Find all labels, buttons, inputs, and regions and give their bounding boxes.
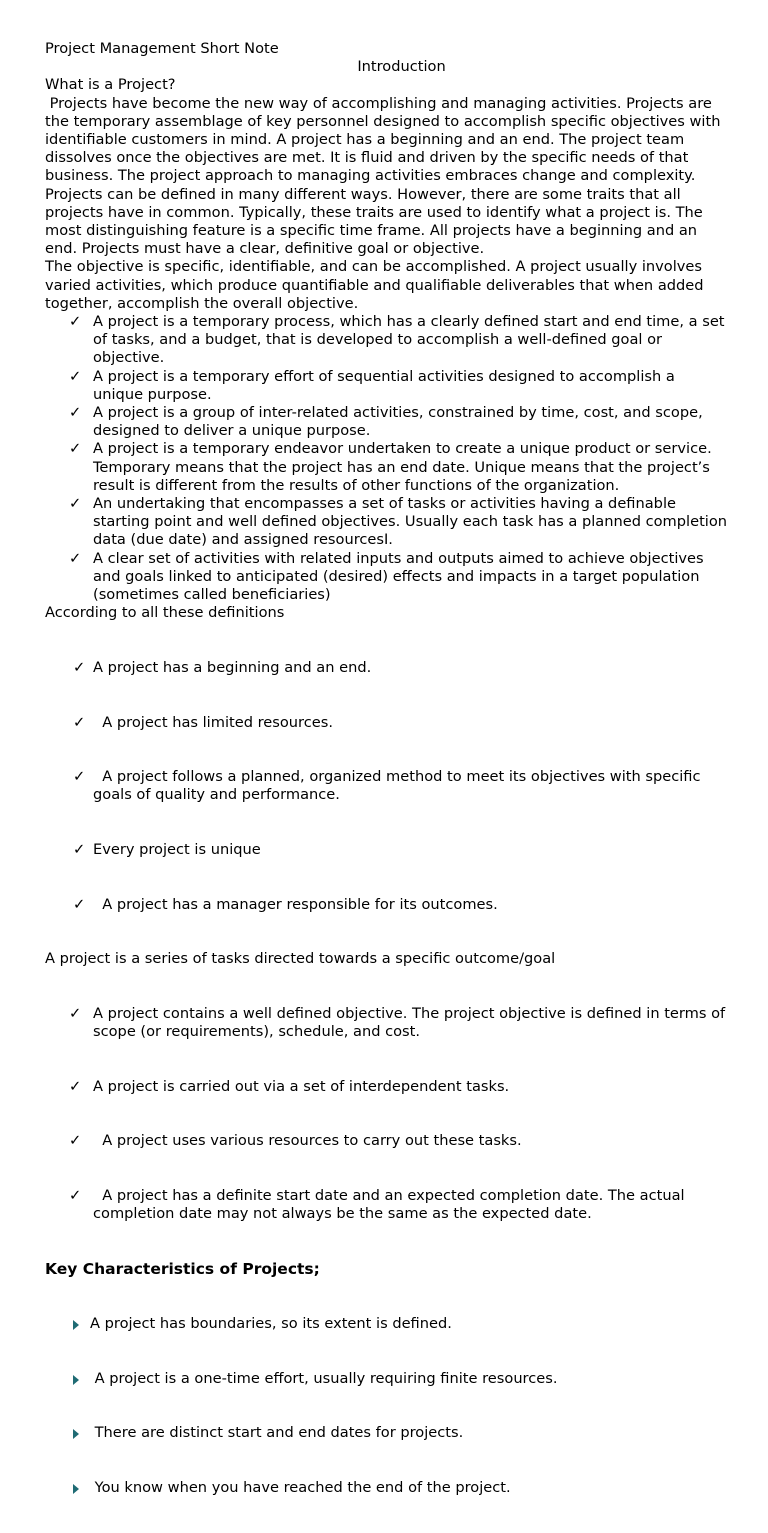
list-item: ✓ An undertaking that encompasses a set of tasks or activities having a definable starting point and well defined objectives. Usually each task has a planned completion data (due date) and assigned resourcesI. — [69, 495, 728, 549]
list-item: You know when you have reached the end of the project. — [45, 1479, 728, 1497]
checkmark-icon: ✓ — [69, 440, 82, 458]
list-item: ✓ A project is carried out via a set of interdependent tasks. — [69, 1077, 510, 1095]
checkmark-icon: ✓ — [69, 404, 82, 422]
checkmark-icon: ✓ — [69, 495, 82, 513]
checkmark-icon: ✓ — [69, 1077, 82, 1095]
list-item: A project is a one-time effort, usually requiring finite resources. — [45, 1370, 728, 1388]
checkmark-icon: ✓ — [69, 313, 82, 331]
definitions-list — [45, 313, 728, 604]
list-item: ✓ A project has a beginning and an end. — [73, 658, 372, 676]
list-item: ✓ A project is a temporary process, which has a clearly defined start and end time, a set of tasks, and a budget, that is developed to accomplish a well-defined goal or objective. — [69, 313, 725, 367]
question-heading: What is a Project? — [45, 76, 176, 94]
list-item: ✓ A project follows a planned, organized method to meet its objectives with specific goals of quality and performance. — [73, 768, 706, 804]
paragraph-2: Projects can be defined in many different ways. However, there are some traits that all projects have in common. Typically, these traits are used to identify what a project is. The most distinguishing feature is a specific time frame. All projects have a beginning and an end. Projects must have a clear, definitive goal or objective. — [45, 185, 703, 258]
section-heading: Introduction — [357, 58, 446, 76]
characteristics-heading: Key Characteristics of Projects; — [45, 1259, 320, 1278]
checkmark-icon: ✓ — [73, 768, 86, 786]
list-item: ✓ Every project is unique — [73, 840, 261, 858]
according-list — [45, 623, 728, 951]
list-item: A project has boundaries, so its extent is defined. — [45, 1315, 728, 1333]
list-item: ✓ A project has a manager responsible for its outcomes. — [73, 895, 498, 913]
arrow-bullet-icon — [73, 1375, 79, 1385]
list-item: ✓ A project is a temporary endeavor undertaken to create a unique product or service. Temporary means that the project has an end date. Unique means that the project’s result is different from the results of other functions of the organization. — [69, 440, 712, 494]
list-item: ✓ A project uses various resources to carry out these tasks. — [69, 1132, 522, 1150]
arrow-bullet-icon — [73, 1320, 79, 1330]
according-label: According to all these definitions — [45, 604, 285, 622]
checkmark-icon: ✓ — [73, 658, 86, 676]
checkmark-icon: ✓ — [69, 1004, 82, 1022]
checkmark-icon: ✓ — [73, 840, 86, 858]
paragraph-1: Projects have become the new way of accomplishing and managing activities. Projects are the temporary assemblage of key personnel designed to accomplish specific objectives with identifiable customers in mind. A project has a beginning and an end. The project team dissolves once the objectives are met. It is fluid and driven by the specific needs of that business. The project approach to managing activities embraces change and complexity. — [45, 94, 726, 185]
series-list — [45, 968, 728, 1259]
list-item: ✓ A project contains a well defined objective. The project objective is defined in terms of scope (or requirements), schedule, and cost. — [69, 1004, 730, 1040]
list-item: ✓ A clear set of activities with related inputs and outputs aimed to achieve objectives and goals linked to anticipated (desired) effects and impacts in a target population (sometimes called beneficiaries) — [69, 549, 704, 604]
characteristics-list — [45, 1279, 728, 1533]
list-item: ✓ A project has limited resources. — [73, 713, 333, 731]
checkmark-icon: ✓ — [69, 1186, 82, 1204]
checkmark-icon: ✓ — [69, 1132, 82, 1150]
arrow-bullet-icon — [73, 1429, 79, 1439]
list-item: ✓ A project is a temporary effort of sequential activities designed to accomplish a unique purpose. — [69, 367, 675, 403]
checkmark-icon: ✓ — [69, 367, 82, 385]
list-item: There are distinct start and end dates for projects. — [45, 1424, 728, 1442]
checkmark-icon: ✓ — [73, 713, 86, 731]
list-item: ✓ A project has a definite start date and an expected completion date. The actual completion date may not always be the same as the expected date. — [69, 1186, 690, 1222]
list-item: ✓ A project is a group of inter-related activities, constrained by time, cost, and scope, designed to deliver a unique purpose. — [69, 404, 703, 440]
series-label: A project is a series of tasks directed towards a specific outcome/goal — [45, 950, 556, 968]
paragraph-3: The objective is specific, identifiable, and can be accomplished. A project usually involves varied activities, which produce quantifiable and qualifiable deliverables that when added together, accomplish the overall objective. — [45, 258, 704, 312]
arrow-bullet-icon — [73, 1484, 79, 1494]
checkmark-icon: ✓ — [73, 895, 86, 913]
checkmark-icon: ✓ — [69, 549, 82, 567]
document-title: Project Management Short Note — [45, 40, 279, 57]
